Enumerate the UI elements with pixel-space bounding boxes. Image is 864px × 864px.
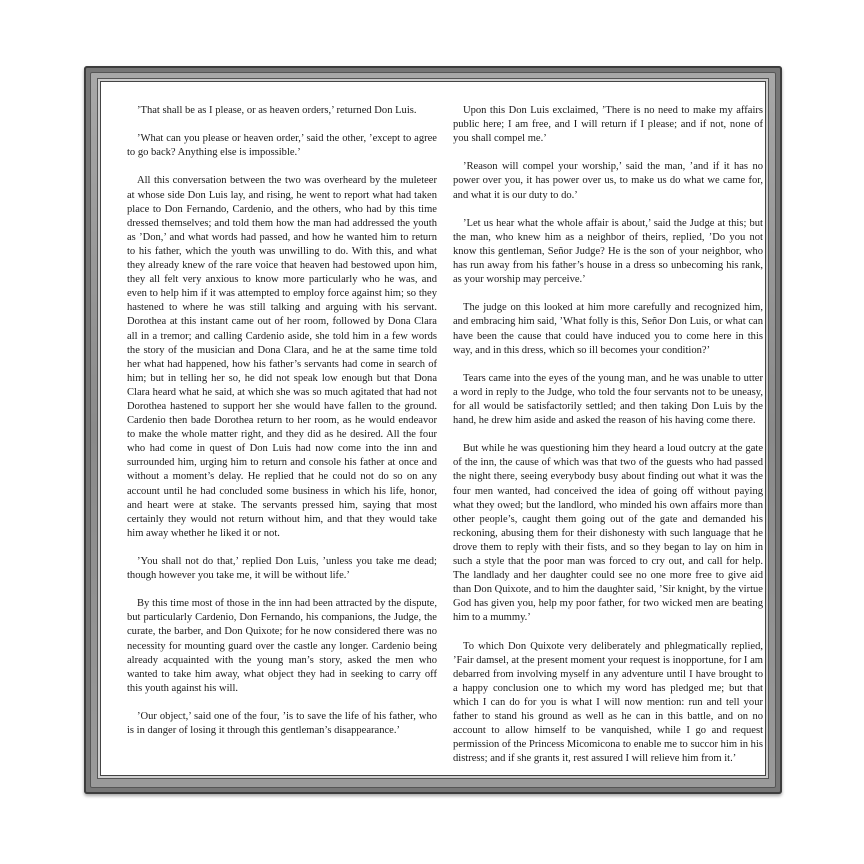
paragraph: But while he was questioning him they heard a loud outcry at the gate of the inn, the cause of which was that two of the guests who had passed the night there, seeing everybody busy about finding out what it was the four men wanted, had conceived the idea of going off without paying what they owed; but the landlord, who minded his own affairs more than other people’s, caught them going out of the gate and demanded his reckoning, abusing them for their dishonesty with such language that he drove them to reply with their fists, and so they began to lay on him in such a style that the poor man was forced to cry out, and call for help. The landlady and her daughter could see no one more free to give aid than Don Quixote, and to him the daughter said, ’Sir knight, by the virtue God has given you, help my poor father, for two wicked men are beating him to a mummy.’	[453, 443, 763, 624]
right-column	[453, 104, 763, 775]
paragraph: All this conversation between the two was overheard by the muleteer at whose side Don Luis lay, and rising, he went to report what had taken place to Don Fernando, Cardenio, and the others, who had by this time dressed themselves; and told them how the man had addressed the youth as ’Don,’ and what words had passed, and how he wanted him to return to his father, which the youth was unwilling to do. With this, and what they already knew of the rare voice that heaven had bestowed upon him, they all felt very anxious to know more particularly who he was, and even to help him if it was attempted to employ force against him; so they hastened to where he was still talking and arguing with his servant. Dorothea at this instant came out of her room, followed by Dona Clara all in a tremor; and calling Cardenio aside, she told him in a few words the story of the musician and Dona Clara, and he at the same time told her what had happened, how his father’s servants had come in search of him; but in telling her so, he did not speak low enough but that Dona Clara heard what he said, at which she was so much agitated that had not Dorothea hastened to support her she would have fallen to the ground. Cardenio then bade Dorothea return to her room, as he would endeavor to make the whole matter right, and they did as he desired. All the four who had come in quest of Don Luis had now come into the inn and surrounded him, urging him to return and console his father at once and without a moment’s delay. He replied that he could not do so on any account until he had concluded some business in which his life, honor, and heart were at stake. The servants pressed him, saying that most certainly they would not return without him, and that they would take him away whether he liked it or not.	[127, 175, 437, 539]
paragraph: ’You shall not do that,’ replied Don Luis, ’unless you take me dead; though however you take me, it will be without life.’	[127, 556, 437, 582]
paragraph: ’What can you please or heaven order,’ said the other, ’except to agree to go back? Anything else is impossible.’	[127, 133, 437, 159]
paragraph: To which Don Quixote very deliberately and phlegmatically replied, ’Fair damsel, at the present moment your request is inopportune, for I am debarred from involving myself in any adventure until I have brought to a happy conclusion one to which my word has pledged me; but that which I can do for you is what I will now mention: run and tell your father to stand his ground as well as he can in this battle, and on no account to allow himself to be vanquished, while I go and request permission of the Princess Micomicona to enable me to succor him in his distress; and if she grants it, rest assured I will relieve him from it.’	[453, 640, 763, 765]
book-page	[101, 82, 765, 775]
paragraph: ’That shall be as I please, or as heaven orders,’ returned Don Luis.	[137, 105, 417, 116]
paragraph: The judge on this looked at him more carefully and recognized him, and embracing him said, ’What folly is this, Señor Don Luis, or what can have been the cause that could have induced you to come here in this way, and in this dress, which so ill becomes your condition?’	[453, 302, 763, 356]
paragraph: By this time most of those in the inn had been attracted by the dispute, but particularly Cardenio, Don Fernando, his companions, the Judge, the curate, the barber, and Don Quixote; for he now considered there was no necessity for mounting guard over the castle any longer. Cardenio being already acquainted with the young man’s story, asked the men who wanted to take him away, what object they had in seeking to carry off this youth against his will.	[127, 598, 437, 694]
paragraph: Upon this Don Luis exclaimed, ’There is no need to make my affairs public here; I am free, and I will return if I please; and if not, none of you shall compel me.’	[453, 105, 763, 145]
paragraph: ’Let us hear what the whole affair is about,’ said the Judge at this; but the man, who knew him as a neighbor of theirs, replied, ’Do you not know this gentleman, Señor Judge? He is the son of your neighbor, who has run away from his father’s house in a dress so unbecoming his rank, as your worship may perceive.’	[453, 217, 763, 286]
left-column	[127, 104, 437, 752]
paragraph: ’Reason will compel your worship,’ said the man, ’and if it has no power over you, it has power over us, to make us do what we came for, and what it is our duty to do.’	[453, 161, 763, 201]
paragraph: Tears came into the eyes of the young man, and he was unable to utter a word in reply to the Judge, who told the four servants not to be uneasy, for all would be satisfactorily settled; and then taking Don Luis by the hand, he drew him aside and asked the reason of his having come there.	[453, 372, 763, 427]
paragraph: ’Our object,’ said one of the four, ’is to save the life of his father, who is in danger of losing it through this gentleman’s disappearance.’	[127, 711, 437, 737]
